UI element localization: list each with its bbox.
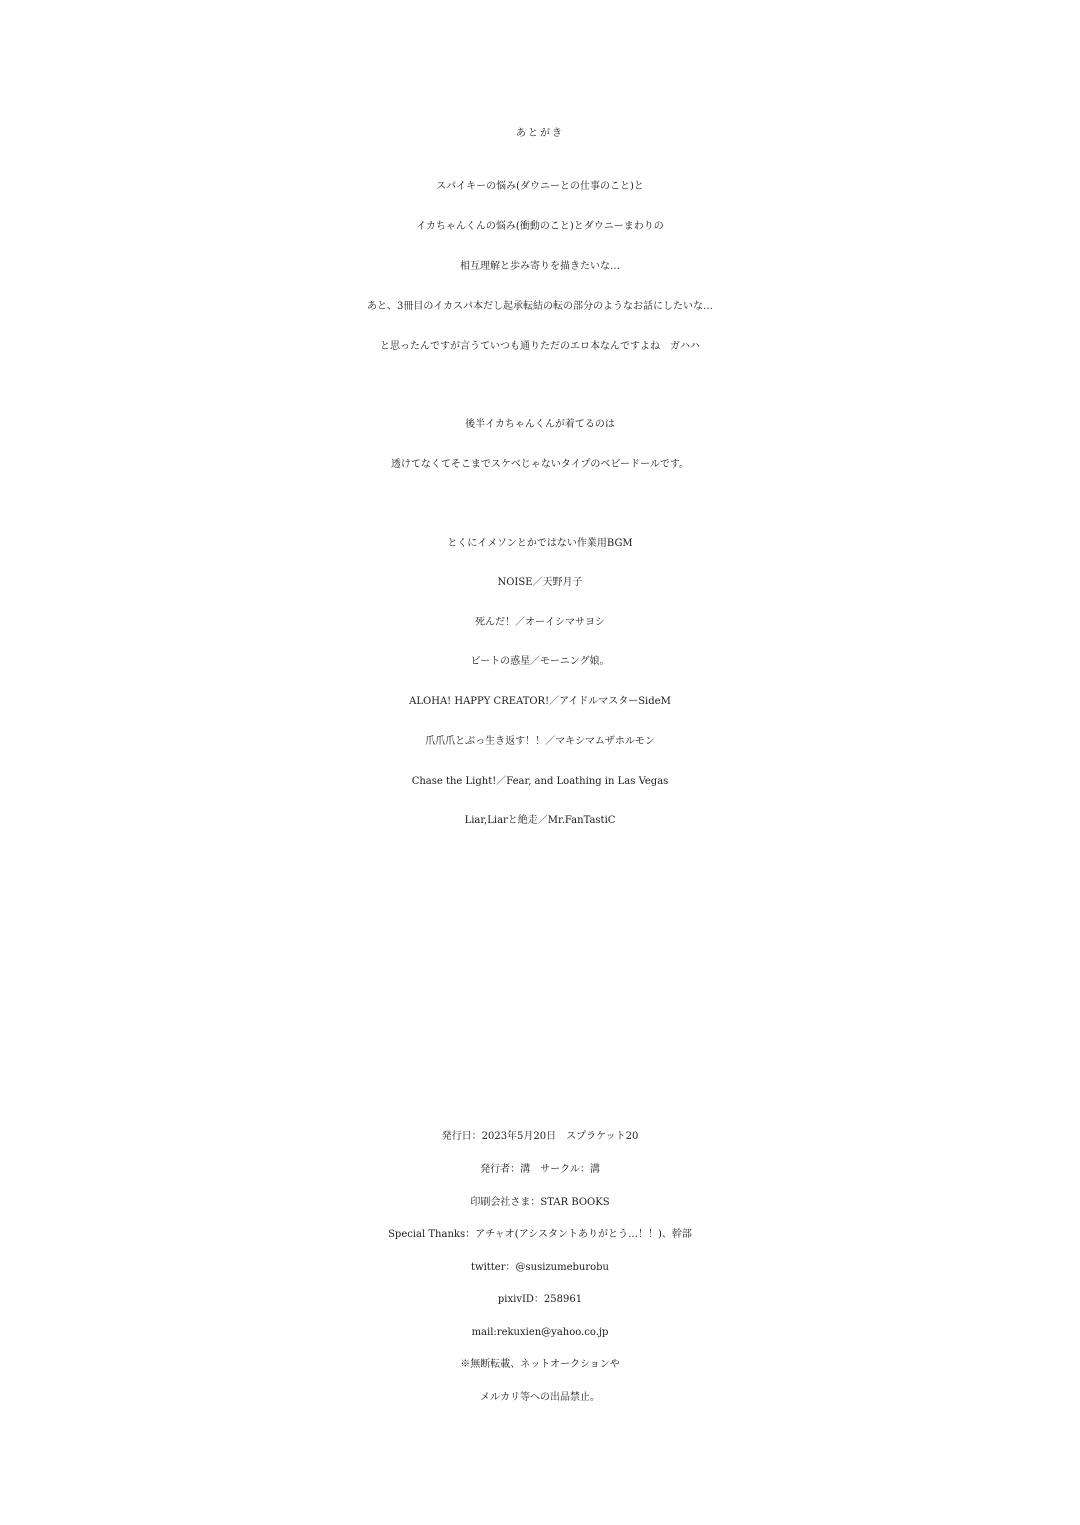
bgm-item: 爪爪爪とぶっ生き返す！！／マキシマムザホルモン [425, 736, 655, 747]
afterword-line: 透けてなくてそこまでスケベじゃないタイプのベビードールです。 [390, 459, 690, 470]
afterword-line: 後半イカちゃんくんが着てるのは [465, 419, 615, 430]
bgm-item: Liar,Liarと絶走／Mr.FanTastiC [464, 815, 616, 826]
colophon-line: メルカリ等への出品禁止。 [480, 1392, 600, 1403]
colophon-line: 発行者：溝 サークル：溝 [480, 1164, 600, 1175]
bgm-item: ALOHA! HAPPY CREATOR!／アイドルマスターSideM [409, 696, 671, 707]
bgm-item: NOISE／天野月子 [497, 577, 583, 588]
bgm-item: ビートの惑星／モーニング娘。 [470, 656, 610, 667]
afterword-line: と思ったんですが言うていつも通りただのエロ本なんですよね ガハハ [380, 341, 700, 352]
bgm-heading: とくにイメソンとかではない作業用BGM [447, 538, 633, 549]
afterword-line: 相互理解と歩み寄りを描きたいな… [460, 261, 620, 272]
colophon-line: mail:rekuxien@yahoo.co.jp [471, 1327, 609, 1338]
colophon-line: pixivID：258961 [497, 1294, 583, 1305]
afterword-line: イカちゃんくんの悩み(衝動のこと)とダウニーまわりの [416, 221, 664, 232]
colophon-line: ※無断転載、ネットオークションや [460, 1359, 620, 1370]
afterword-line: あと、3冊目のイカスパ本だし起承転結の転の部分のようなお話にしたいな… [366, 301, 714, 312]
page-title: あとがき [516, 128, 564, 139]
afterword-line: スパイキーの悩み(ダウニーとの仕事のこと)と [436, 181, 644, 192]
colophon-line: Special Thanks：アチャオ(アシスタントありがとう…！！)、幹部 [388, 1229, 692, 1240]
colophon-line: 発行日：2023年5月20日 スプラケット20 [441, 1131, 639, 1142]
bgm-item: 死んだ！／オーイシマサヨシ [475, 617, 605, 628]
colophon-line: 印刷会社さま：STAR BOOKS [470, 1197, 610, 1208]
bgm-item: Chase the Light!／Fear, and Loathing in Las Vegas [411, 776, 669, 787]
colophon-line: twitter：@susizumeburobu [470, 1262, 609, 1273]
